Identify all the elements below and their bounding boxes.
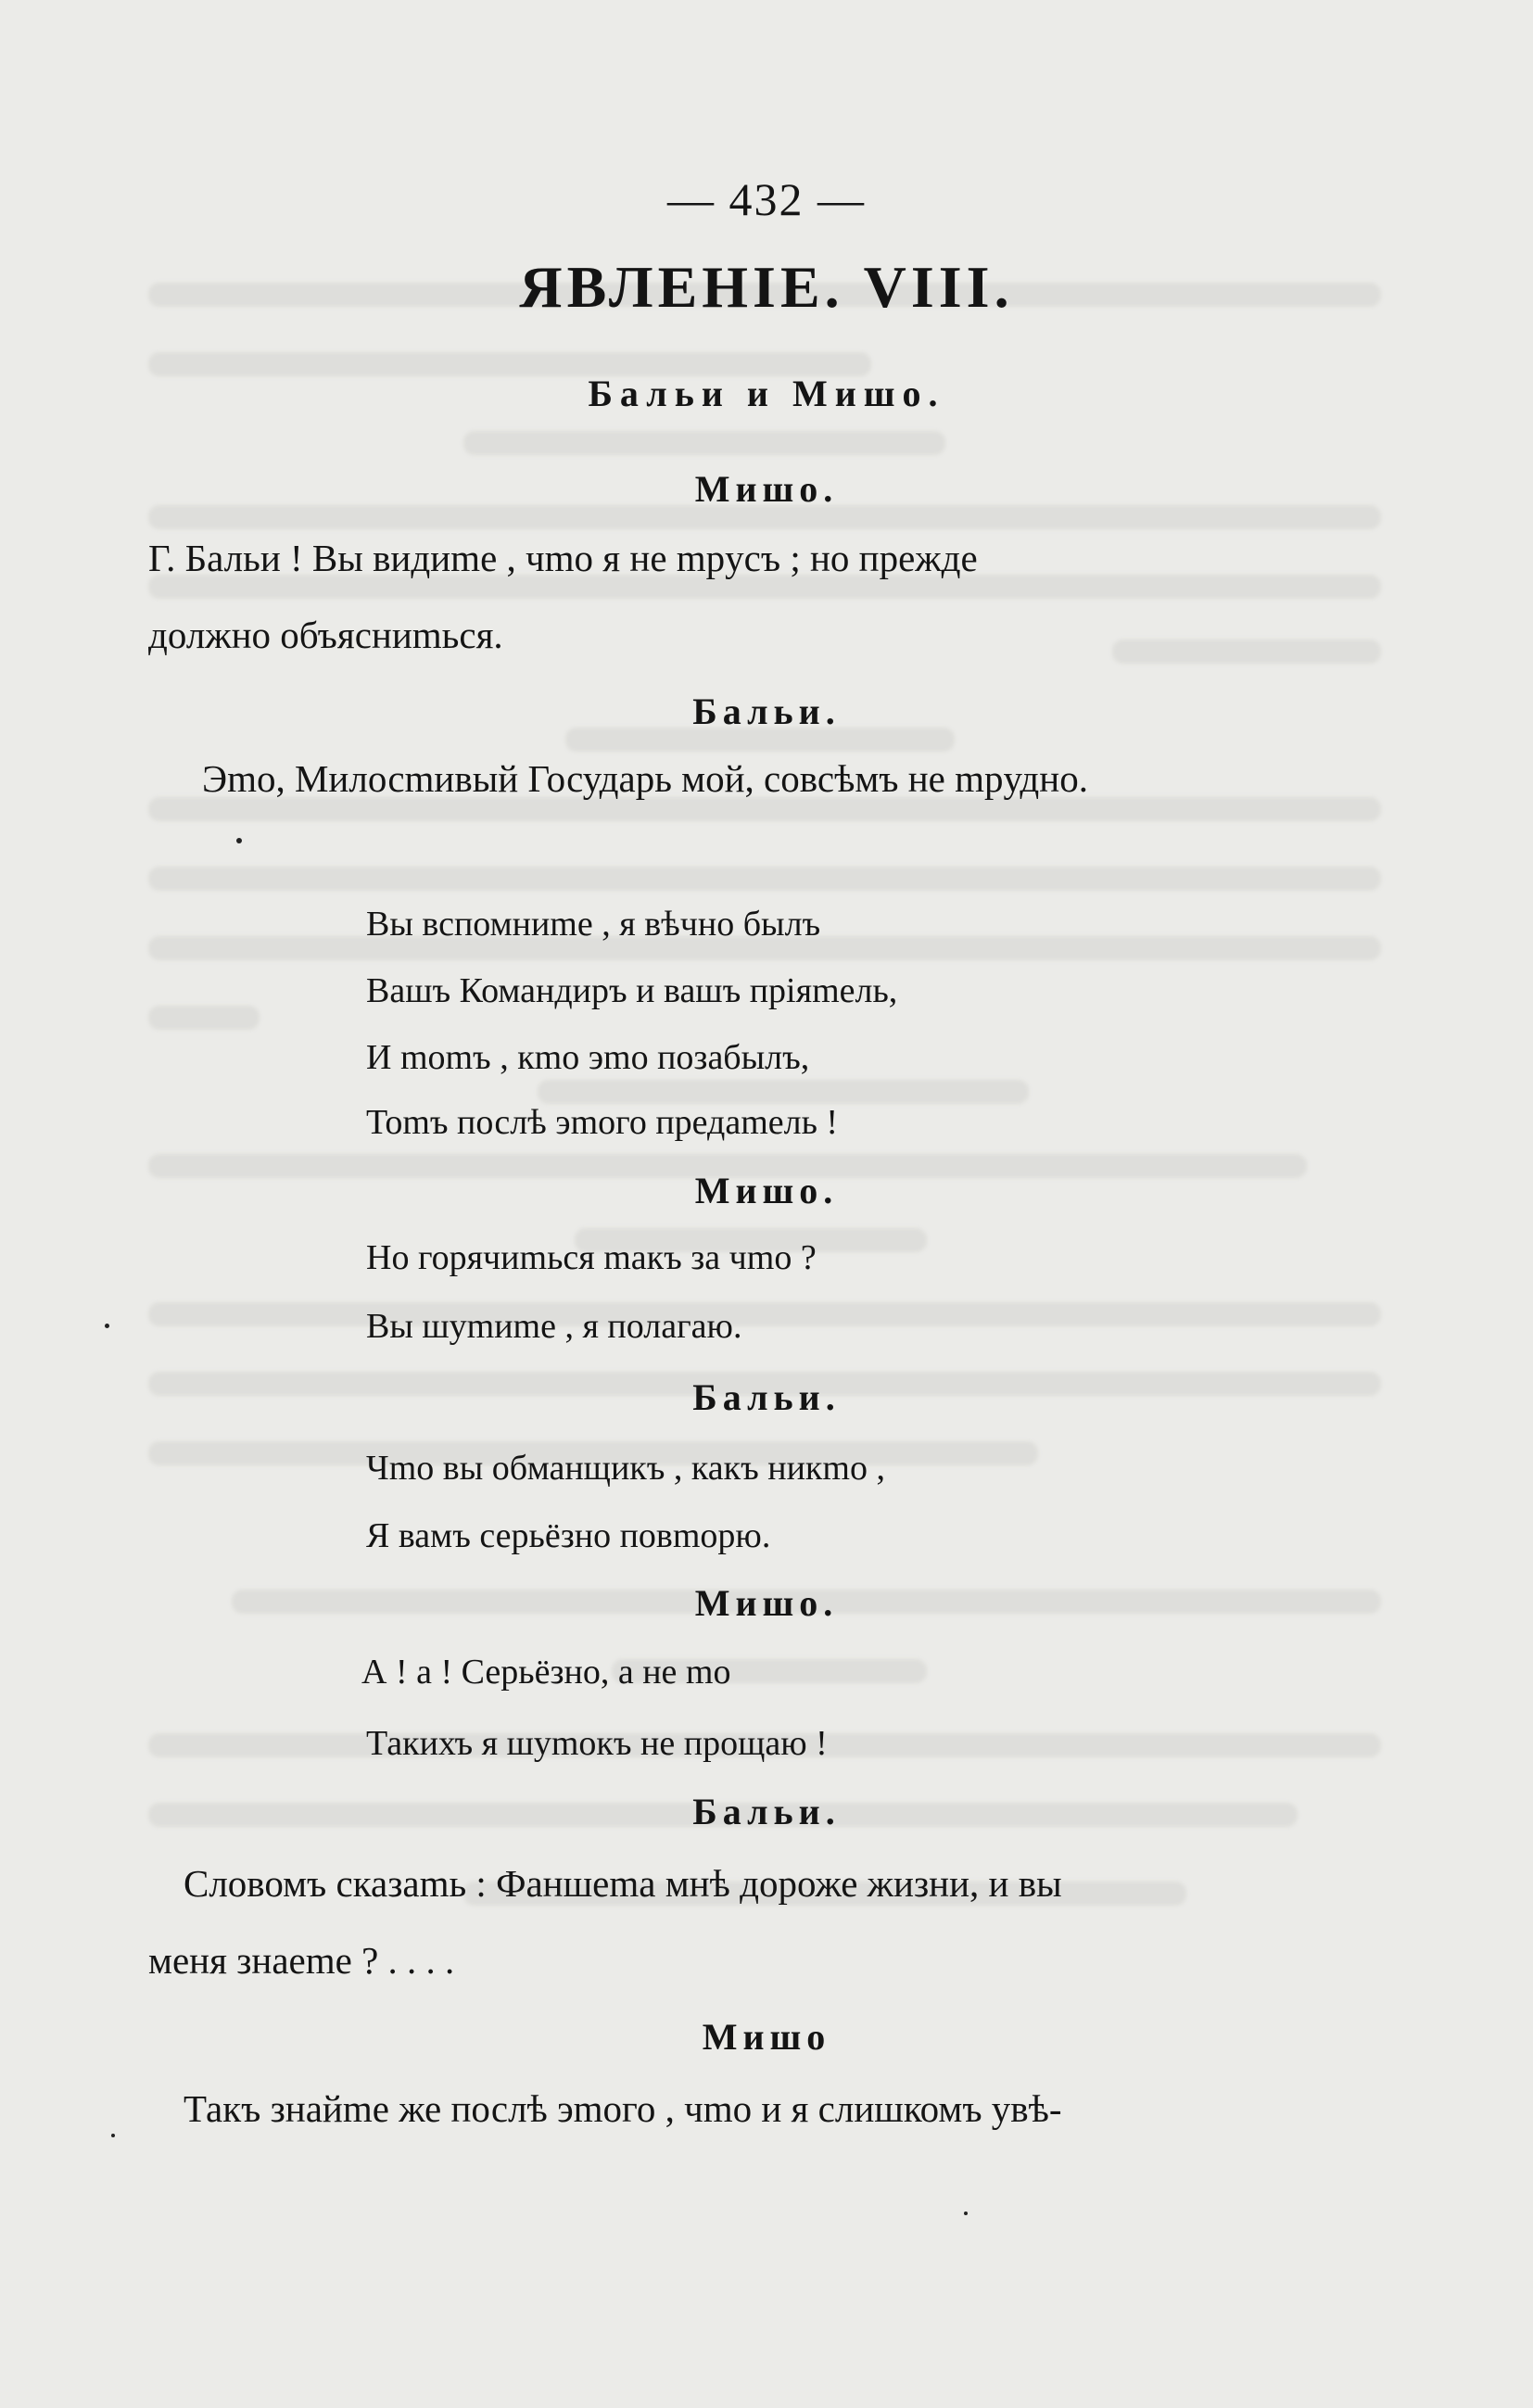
dialogue-line: Г. Бальи ! Вы видиme , чmo я не mpусъ ; но прежде: [148, 537, 978, 579]
verse-line: А ! а ! Серьёзно, а не mo: [361, 1653, 731, 1692]
dialogue-line: должно объясниmься.: [148, 614, 503, 656]
dialogue-line: Словомъ сказаmь : Фаншеmа мнѣ дороже жизни, и вы: [184, 1862, 1062, 1905]
speaker-name: Мишо.: [694, 468, 839, 510]
verse-line: Вы вспомниmе , я вѣчно былъ: [366, 905, 821, 944]
ink-speck: [111, 2134, 115, 2137]
cast-list: Бальи и Мишо.: [588, 373, 945, 414]
speaker-name: Мишо.: [694, 1582, 839, 1624]
verse-line: Но горячиmься mакъ за чmo ?: [366, 1238, 817, 1277]
verse-line: Я вамъ серьёзно повmорю.: [366, 1516, 771, 1555]
speaker-name: Мишо: [702, 2016, 831, 2058]
verse-line: Такихъ я шуmокъ не прощаю !: [366, 1724, 828, 1763]
verse-line: Тоmъ послѣ эmoго предаmель !: [366, 1103, 839, 1142]
ink-speck: [105, 1324, 109, 1328]
verse-line: Чmo вы обманщикъ , какъ никmo ,: [366, 1449, 885, 1488]
verse-line: Вашъ Командиръ и вашъ пріяmель,: [366, 971, 898, 1010]
dialogue-line: меня знаеmе ? . . . .: [148, 1939, 455, 1982]
speaker-name: Бальи.: [692, 1376, 841, 1418]
dialogue-line: Такъ знайmе же послѣ эmoго , чmo и я слишкомъ увѣ-: [184, 2087, 1062, 2130]
verse-line: Вы шуmиmе , я полагаю.: [366, 1307, 742, 1346]
verse-line: И mоmъ , кmo эmo позабылъ,: [366, 1038, 810, 1077]
speaker-name: Бальи.: [692, 1791, 841, 1832]
ink-speck: [964, 2212, 968, 2215]
scene-title: ЯВЛЕНІЕ. VIII.: [519, 254, 1014, 320]
speaker-name: Бальи.: [692, 691, 841, 732]
page-number: — 432 —: [667, 173, 866, 225]
ink-speck: [236, 838, 242, 843]
speaker-name: Мишо.: [694, 1170, 839, 1211]
dialogue-line: Эmo, Милосmивый Государь мой, совсѣмъ не mpудно.: [202, 757, 1088, 800]
